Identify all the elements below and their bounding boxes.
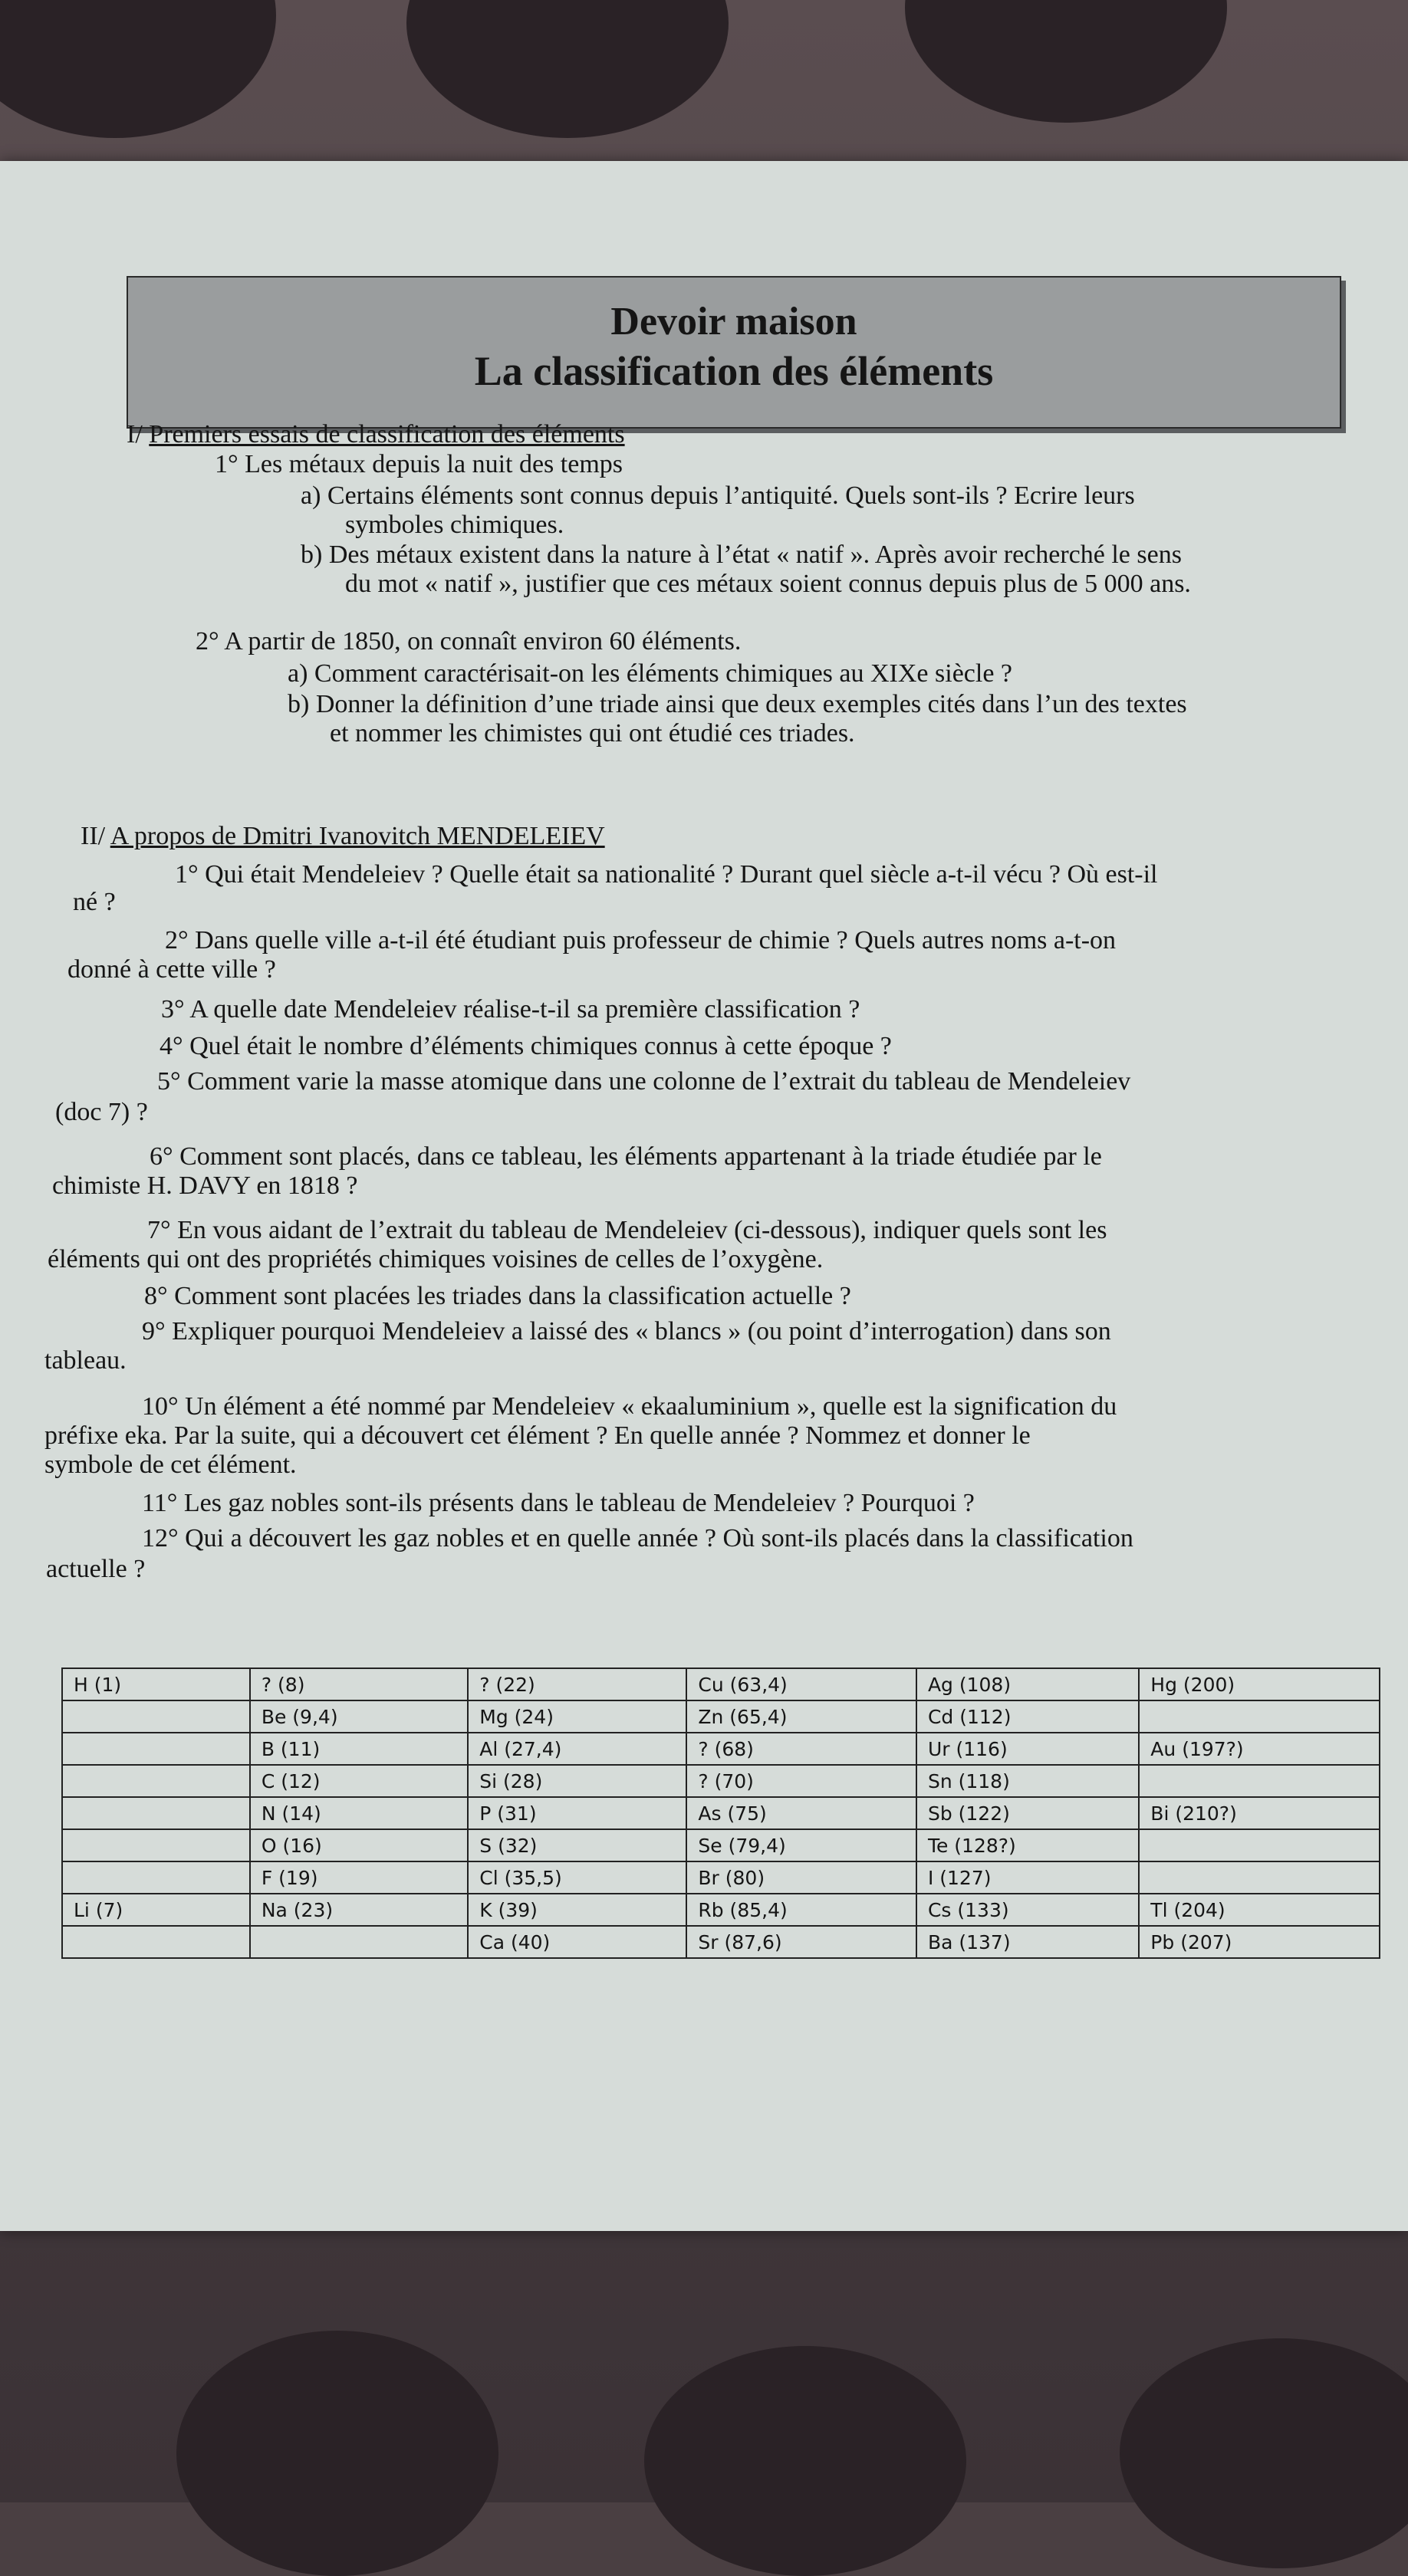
p2-line-3: 2° Dans quelle ville a-t-il été étudiant puis professeur de chimie ? Quels autres noms a-t-on (165, 926, 1117, 955)
table-cell: Cs (133) (916, 1894, 1139, 1926)
table-cell: Li (7) (62, 1894, 250, 1926)
q2b-line-2: et nommer les chimistes qui ont étudié ces triades. (330, 719, 855, 748)
p2-line-14: 9° Expliquer pourquoi Mendeleiev a laissé des « blancs » (ou point d’interrogation) dans son (142, 1317, 1111, 1346)
table-cell: ? (22) (468, 1668, 686, 1700)
fabric-dot (644, 2346, 966, 2576)
table-cell (1139, 1829, 1380, 1861)
table-cell: ? (70) (686, 1765, 916, 1797)
table-cell (1139, 1700, 1380, 1733)
table-cell: C (12) (250, 1765, 468, 1797)
table-row (62, 1861, 1380, 1894)
p2-line-4: donné à cette ville ? (67, 955, 276, 984)
p2-line-21: actuelle ? (46, 1555, 146, 1583)
table-row (62, 1894, 1380, 1926)
p2-line-7: 5° Comment varie la masse atomique dans une colonne de l’extrait du tableau de Mendeleiev (157, 1067, 1131, 1096)
table-cell: ? (8) (250, 1668, 468, 1700)
p2-line-13: 8° Comment sont placées les triades dans la classification actuelle ? (144, 1282, 851, 1310)
part2-title: A propos de Dmitri Ivanovitch MENDELEIEV (110, 822, 605, 850)
table-cell: H (1) (62, 1668, 250, 1700)
p2-line-17: préfixe eka. Par la suite, qui a découvert cet élément ? En quelle année ? Nommez et donner le (44, 1421, 1031, 1450)
table-cell: P (31) (468, 1797, 686, 1829)
table-cell (1139, 1765, 1380, 1797)
title-box (127, 276, 1341, 429)
table-cell (62, 1733, 250, 1765)
table-row (62, 1926, 1380, 1958)
table-row (62, 1829, 1380, 1861)
p2-line-10: chimiste H. DAVY en 1818 ? (52, 1171, 358, 1200)
table-cell: Pb (207) (1139, 1926, 1380, 1958)
table-cell: K (39) (468, 1894, 686, 1926)
table-cell: Na (23) (250, 1894, 468, 1926)
table-cell: B (11) (250, 1733, 468, 1765)
table-cell (62, 1700, 250, 1733)
table-cell: Bi (210?) (1139, 1797, 1380, 1829)
p2-line-12: éléments qui ont des propriétés chimiques voisines de celles de l’oxygène. (48, 1245, 824, 1273)
table-cell: Sn (118) (916, 1765, 1139, 1797)
fabric-dot (176, 2331, 498, 2576)
p2-line-2: né ? (73, 888, 116, 916)
table-cell: Ca (40) (468, 1926, 686, 1958)
part1-number: I/ (127, 420, 143, 449)
mendeleev-table-extract (61, 1668, 1380, 1959)
table-cell: Ba (137) (916, 1926, 1139, 1958)
table-cell (62, 1926, 250, 1958)
p2-line-8: (doc 7) ? (55, 1098, 148, 1126)
p2-line-20: 12° Qui a découvert les gaz nobles et en quelle année ? Où sont-ils placés dans la classification (142, 1524, 1133, 1552)
table-cell: F (19) (250, 1861, 468, 1894)
part2-heading (81, 822, 605, 851)
table-cell (62, 1797, 250, 1829)
part2-number: II/ (81, 822, 106, 850)
q2a-line: a) Comment caractérisait-on les éléments chimiques au XIXe siècle ? (288, 659, 1013, 688)
p2-line-9: 6° Comment sont placés, dans ce tableau, les éléments appartenant à la triade étudiée par le (150, 1142, 1102, 1171)
table-row (62, 1668, 1380, 1700)
q1b-line-1: b) Des métaux existent dans la nature à l’état « natif ». Après avoir recherché le sens (301, 540, 1182, 569)
table-cell: Ag (108) (916, 1668, 1139, 1700)
mendeleev-table (61, 1668, 1380, 1959)
table-cell: Sb (122) (916, 1797, 1139, 1829)
q1a-line-2: symboles chimiques. (345, 511, 564, 539)
table-cell: Mg (24) (468, 1700, 686, 1733)
table-cell: Al (27,4) (468, 1733, 686, 1765)
p2-line-6: 4° Quel était le nombre d’éléments chimiques connus à cette époque ? (160, 1032, 892, 1060)
table-cell (1139, 1861, 1380, 1894)
p2-line-19: 11° Les gaz nobles sont-ils présents dans le tableau de Mendeleiev ? Pourquoi ? (142, 1489, 975, 1517)
worksheet-page (0, 161, 1408, 2231)
p2-line-18: symbole de cet élément. (44, 1451, 297, 1479)
table-cell: Cu (63,4) (686, 1668, 916, 1700)
table-cell: Si (28) (468, 1765, 686, 1797)
table-cell: Sr (87,6) (686, 1926, 916, 1958)
table-cell (250, 1926, 468, 1958)
table-cell: Hg (200) (1139, 1668, 1380, 1700)
part1-title: Premiers essais de classification des éléments (149, 420, 625, 449)
table-cell: ? (68) (686, 1733, 916, 1765)
p2-line-11: 7° En vous aidant de l’extrait du tableau de Mendeleiev (ci-dessous), indiquer quels sont les (147, 1216, 1107, 1244)
table-cell: Tl (204) (1139, 1894, 1380, 1926)
table-cell: S (32) (468, 1829, 686, 1861)
table-row (62, 1700, 1380, 1733)
title-line-1: Devoir maison (610, 300, 857, 343)
table-cell: Te (128?) (916, 1829, 1139, 1861)
table-cell (62, 1829, 250, 1861)
table-cell: Be (9,4) (250, 1700, 468, 1733)
table-cell: I (127) (916, 1861, 1139, 1894)
table-cell: Br (80) (686, 1861, 916, 1894)
q2b-line-1: b) Donner la définition d’une triade ainsi que deux exemples cités dans l’un des textes (288, 690, 1187, 718)
part1-heading (127, 420, 625, 449)
table-cell (62, 1861, 250, 1894)
table-row (62, 1797, 1380, 1829)
table-cell: Se (79,4) (686, 1829, 916, 1861)
q1a-line-1: a) Certains éléments sont connus depuis l’antiquité. Quels sont-ils ? Ecrire leurs (301, 481, 1135, 510)
q1-title: 1° Les métaux depuis la nuit des temps (215, 450, 623, 478)
p2-line-15: tableau. (44, 1346, 127, 1375)
table-cell: Cd (112) (916, 1700, 1139, 1733)
table-cell: Au (197?) (1139, 1733, 1380, 1765)
table-cell: Rb (85,4) (686, 1894, 916, 1926)
table-cell: Ur (116) (916, 1733, 1139, 1765)
q1b-line-2: du mot « natif », justifier que ces métaux soient connus depuis plus de 5 000 ans. (345, 570, 1191, 598)
table-cell: N (14) (250, 1797, 468, 1829)
table-cell: O (16) (250, 1829, 468, 1861)
table-cell: Zn (65,4) (686, 1700, 916, 1733)
table-cell: Cl (35,5) (468, 1861, 686, 1894)
table-cell: As (75) (686, 1797, 916, 1829)
title-line-2: La classification des éléments (474, 348, 994, 394)
table-row (62, 1733, 1380, 1765)
table-row (62, 1765, 1380, 1797)
p2-line-5: 3° A quelle date Mendeleiev réalise-t-il sa première classification ? (161, 995, 860, 1024)
p2-line-16: 10° Un élément a été nommé par Mendeleiev « ekaaluminium », quelle est la signification du (142, 1392, 1117, 1421)
p2-line-1: 1° Qui était Mendeleiev ? Quelle était sa nationalité ? Durant quel siècle a-t-il vécu ? Où est-il (175, 860, 1158, 889)
q2-title: 2° A partir de 1850, on connaît environ 60 éléments. (196, 627, 742, 656)
table-cell (62, 1765, 250, 1797)
